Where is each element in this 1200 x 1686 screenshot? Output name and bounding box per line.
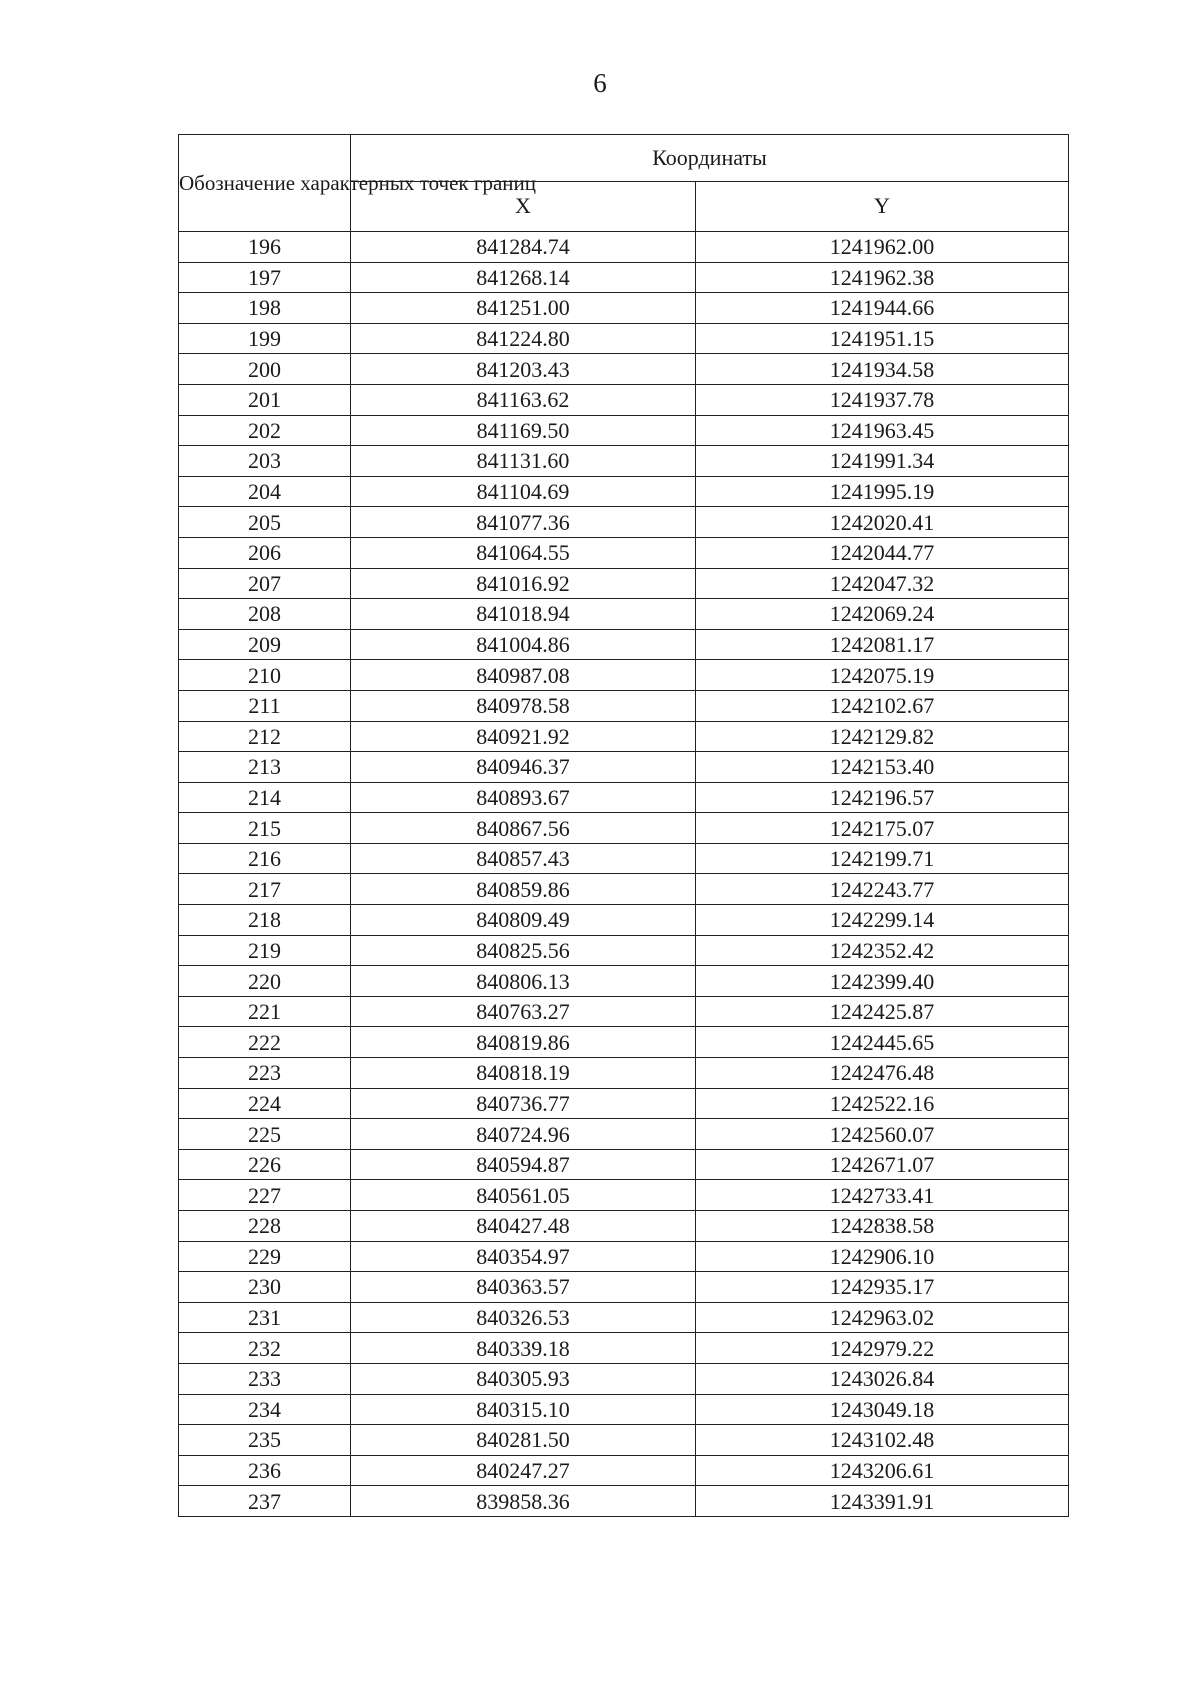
cell-point: 231 [179, 1302, 351, 1333]
cell-point: 230 [179, 1272, 351, 1303]
table-row [179, 262, 1069, 293]
cell-y: 1242047.32 [696, 568, 1069, 599]
header-point-designation: Обозначение характерных точек границ [179, 135, 351, 232]
table-row [179, 507, 1069, 538]
cell-point: 201 [179, 384, 351, 415]
cell-point: 211 [179, 690, 351, 721]
cell-x: 840867.56 [351, 813, 696, 844]
cell-x: 840305.93 [351, 1363, 696, 1394]
table-row [179, 1119, 1069, 1150]
cell-point: 223 [179, 1058, 351, 1089]
table-row [179, 660, 1069, 691]
cell-y: 1241937.78 [696, 384, 1069, 415]
cell-y: 1242476.48 [696, 1058, 1069, 1089]
cell-point: 224 [179, 1088, 351, 1119]
table-row [179, 874, 1069, 905]
cell-point: 215 [179, 813, 351, 844]
cell-y: 1241944.66 [696, 293, 1069, 324]
cell-y: 1242081.17 [696, 629, 1069, 660]
cell-x: 840818.19 [351, 1058, 696, 1089]
cell-point: 226 [179, 1149, 351, 1180]
cell-point: 196 [179, 232, 351, 263]
cell-x: 841131.60 [351, 446, 696, 477]
cell-x: 840736.77 [351, 1088, 696, 1119]
cell-y: 1242979.22 [696, 1333, 1069, 1364]
cell-point: 207 [179, 568, 351, 599]
cell-y: 1242733.41 [696, 1180, 1069, 1211]
cell-y: 1242175.07 [696, 813, 1069, 844]
table-row [179, 232, 1069, 263]
cell-y: 1242445.65 [696, 1027, 1069, 1058]
cell-y: 1242102.67 [696, 690, 1069, 721]
table-row [179, 384, 1069, 415]
cell-y: 1242020.41 [696, 507, 1069, 538]
cell-point: 209 [179, 629, 351, 660]
table-row [179, 1455, 1069, 1486]
cell-x: 841284.74 [351, 232, 696, 263]
cell-x: 840819.86 [351, 1027, 696, 1058]
table-row [179, 752, 1069, 783]
cell-y: 1242129.82 [696, 721, 1069, 752]
cell-y: 1242522.16 [696, 1088, 1069, 1119]
table-row [179, 568, 1069, 599]
cell-x: 840339.18 [351, 1333, 696, 1364]
cell-point: 233 [179, 1363, 351, 1394]
cell-x: 840825.56 [351, 935, 696, 966]
cell-x: 840326.53 [351, 1302, 696, 1333]
cell-x: 841224.80 [351, 323, 696, 354]
header-x: X [351, 181, 696, 231]
table-row [179, 1241, 1069, 1272]
cell-point: 234 [179, 1394, 351, 1425]
table-row [179, 1027, 1069, 1058]
table-row [179, 1180, 1069, 1211]
cell-point: 199 [179, 323, 351, 354]
cell-x: 840594.87 [351, 1149, 696, 1180]
cell-point: 198 [179, 293, 351, 324]
table-row [179, 1302, 1069, 1333]
cell-x: 841203.43 [351, 354, 696, 385]
cell-point: 206 [179, 537, 351, 568]
cell-point: 229 [179, 1241, 351, 1272]
cell-y: 1242560.07 [696, 1119, 1069, 1150]
cell-y: 1242352.42 [696, 935, 1069, 966]
cell-y: 1242196.57 [696, 782, 1069, 813]
cell-point: 218 [179, 905, 351, 936]
cell-y: 1241951.15 [696, 323, 1069, 354]
cell-x: 840561.05 [351, 1180, 696, 1211]
cell-point: 236 [179, 1455, 351, 1486]
cell-y: 1241962.00 [696, 232, 1069, 263]
table-row [179, 813, 1069, 844]
table-row [179, 476, 1069, 507]
table-row [179, 843, 1069, 874]
table-row [179, 1486, 1069, 1517]
coordinates-table [178, 134, 1069, 1517]
cell-point: 228 [179, 1211, 351, 1242]
table-row [179, 1272, 1069, 1303]
cell-y: 1242425.87 [696, 996, 1069, 1027]
cell-x: 840859.86 [351, 874, 696, 905]
table-row [179, 354, 1069, 385]
table-row [179, 599, 1069, 630]
cell-y: 1243391.91 [696, 1486, 1069, 1517]
table-row [179, 721, 1069, 752]
cell-point: 227 [179, 1180, 351, 1211]
table-row [179, 782, 1069, 813]
cell-point: 210 [179, 660, 351, 691]
table-row [179, 690, 1069, 721]
cell-point: 208 [179, 599, 351, 630]
cell-y: 1242963.02 [696, 1302, 1069, 1333]
cell-point: 237 [179, 1486, 351, 1517]
cell-y: 1242153.40 [696, 752, 1069, 783]
cell-point: 204 [179, 476, 351, 507]
table-row [179, 323, 1069, 354]
cell-x: 841268.14 [351, 262, 696, 293]
cell-point: 200 [179, 354, 351, 385]
cell-y: 1241995.19 [696, 476, 1069, 507]
table-row [179, 966, 1069, 997]
cell-point: 219 [179, 935, 351, 966]
cell-x: 841064.55 [351, 537, 696, 568]
cell-x: 841018.94 [351, 599, 696, 630]
table-row [179, 415, 1069, 446]
header-y: Y [696, 181, 1069, 231]
table-header [179, 135, 1069, 232]
cell-y: 1241962.38 [696, 262, 1069, 293]
cell-y: 1243102.48 [696, 1425, 1069, 1456]
cell-x: 841077.36 [351, 507, 696, 538]
cell-point: 221 [179, 996, 351, 1027]
cell-x: 840857.43 [351, 843, 696, 874]
cell-x: 840247.27 [351, 1455, 696, 1486]
page-number: 6 [593, 68, 607, 98]
cell-y: 1242044.77 [696, 537, 1069, 568]
cell-y: 1242243.77 [696, 874, 1069, 905]
cell-point: 202 [179, 415, 351, 446]
table-row [179, 293, 1069, 324]
cell-x: 840354.97 [351, 1241, 696, 1272]
cell-y: 1243206.61 [696, 1455, 1069, 1486]
cell-x: 840893.67 [351, 782, 696, 813]
cell-x: 839858.36 [351, 1486, 696, 1517]
cell-point: 214 [179, 782, 351, 813]
cell-x: 841016.92 [351, 568, 696, 599]
cell-y: 1242935.17 [696, 1272, 1069, 1303]
table-row [179, 629, 1069, 660]
cell-x: 840946.37 [351, 752, 696, 783]
cell-x: 841251.00 [351, 293, 696, 324]
cell-x: 840724.96 [351, 1119, 696, 1150]
cell-y: 1242671.07 [696, 1149, 1069, 1180]
table-row [179, 996, 1069, 1027]
cell-point: 197 [179, 262, 351, 293]
cell-y: 1242075.19 [696, 660, 1069, 691]
cell-y: 1242199.71 [696, 843, 1069, 874]
cell-x: 840987.08 [351, 660, 696, 691]
cell-x: 840921.92 [351, 721, 696, 752]
table-row [179, 1363, 1069, 1394]
cell-x: 840281.50 [351, 1425, 696, 1456]
table-row [179, 1149, 1069, 1180]
cell-point: 222 [179, 1027, 351, 1058]
cell-point: 225 [179, 1119, 351, 1150]
table-row [179, 1333, 1069, 1364]
cell-x: 840763.27 [351, 996, 696, 1027]
header-coordinates: Координаты [351, 135, 1069, 182]
cell-y: 1241991.34 [696, 446, 1069, 477]
cell-point: 203 [179, 446, 351, 477]
cell-x: 840809.49 [351, 905, 696, 936]
cell-point: 232 [179, 1333, 351, 1364]
cell-y: 1241934.58 [696, 354, 1069, 385]
table-row [179, 1211, 1069, 1242]
cell-x: 840315.10 [351, 1394, 696, 1425]
table-row [179, 537, 1069, 568]
cell-x: 841004.86 [351, 629, 696, 660]
cell-point: 213 [179, 752, 351, 783]
cell-y: 1243026.84 [696, 1363, 1069, 1394]
table-row [179, 1058, 1069, 1089]
cell-y: 1242838.58 [696, 1211, 1069, 1242]
cell-point: 217 [179, 874, 351, 905]
cell-y: 1241963.45 [696, 415, 1069, 446]
cell-x: 841163.62 [351, 384, 696, 415]
cell-x: 840978.58 [351, 690, 696, 721]
cell-point: 220 [179, 966, 351, 997]
cell-x: 840806.13 [351, 966, 696, 997]
table-row [179, 1425, 1069, 1456]
cell-y: 1242299.14 [696, 905, 1069, 936]
cell-x: 840363.57 [351, 1272, 696, 1303]
table-row [179, 446, 1069, 477]
cell-point: 212 [179, 721, 351, 752]
table-row [179, 905, 1069, 936]
table-row [179, 1088, 1069, 1119]
table-body [179, 232, 1069, 1517]
cell-x: 841169.50 [351, 415, 696, 446]
cell-point: 216 [179, 843, 351, 874]
cell-x: 841104.69 [351, 476, 696, 507]
cell-point: 205 [179, 507, 351, 538]
table-row [179, 935, 1069, 966]
cell-y: 1242069.24 [696, 599, 1069, 630]
cell-y: 1242399.40 [696, 966, 1069, 997]
table-row [179, 1394, 1069, 1425]
cell-y: 1243049.18 [696, 1394, 1069, 1425]
cell-x: 840427.48 [351, 1211, 696, 1242]
cell-point: 235 [179, 1425, 351, 1456]
cell-y: 1242906.10 [696, 1241, 1069, 1272]
